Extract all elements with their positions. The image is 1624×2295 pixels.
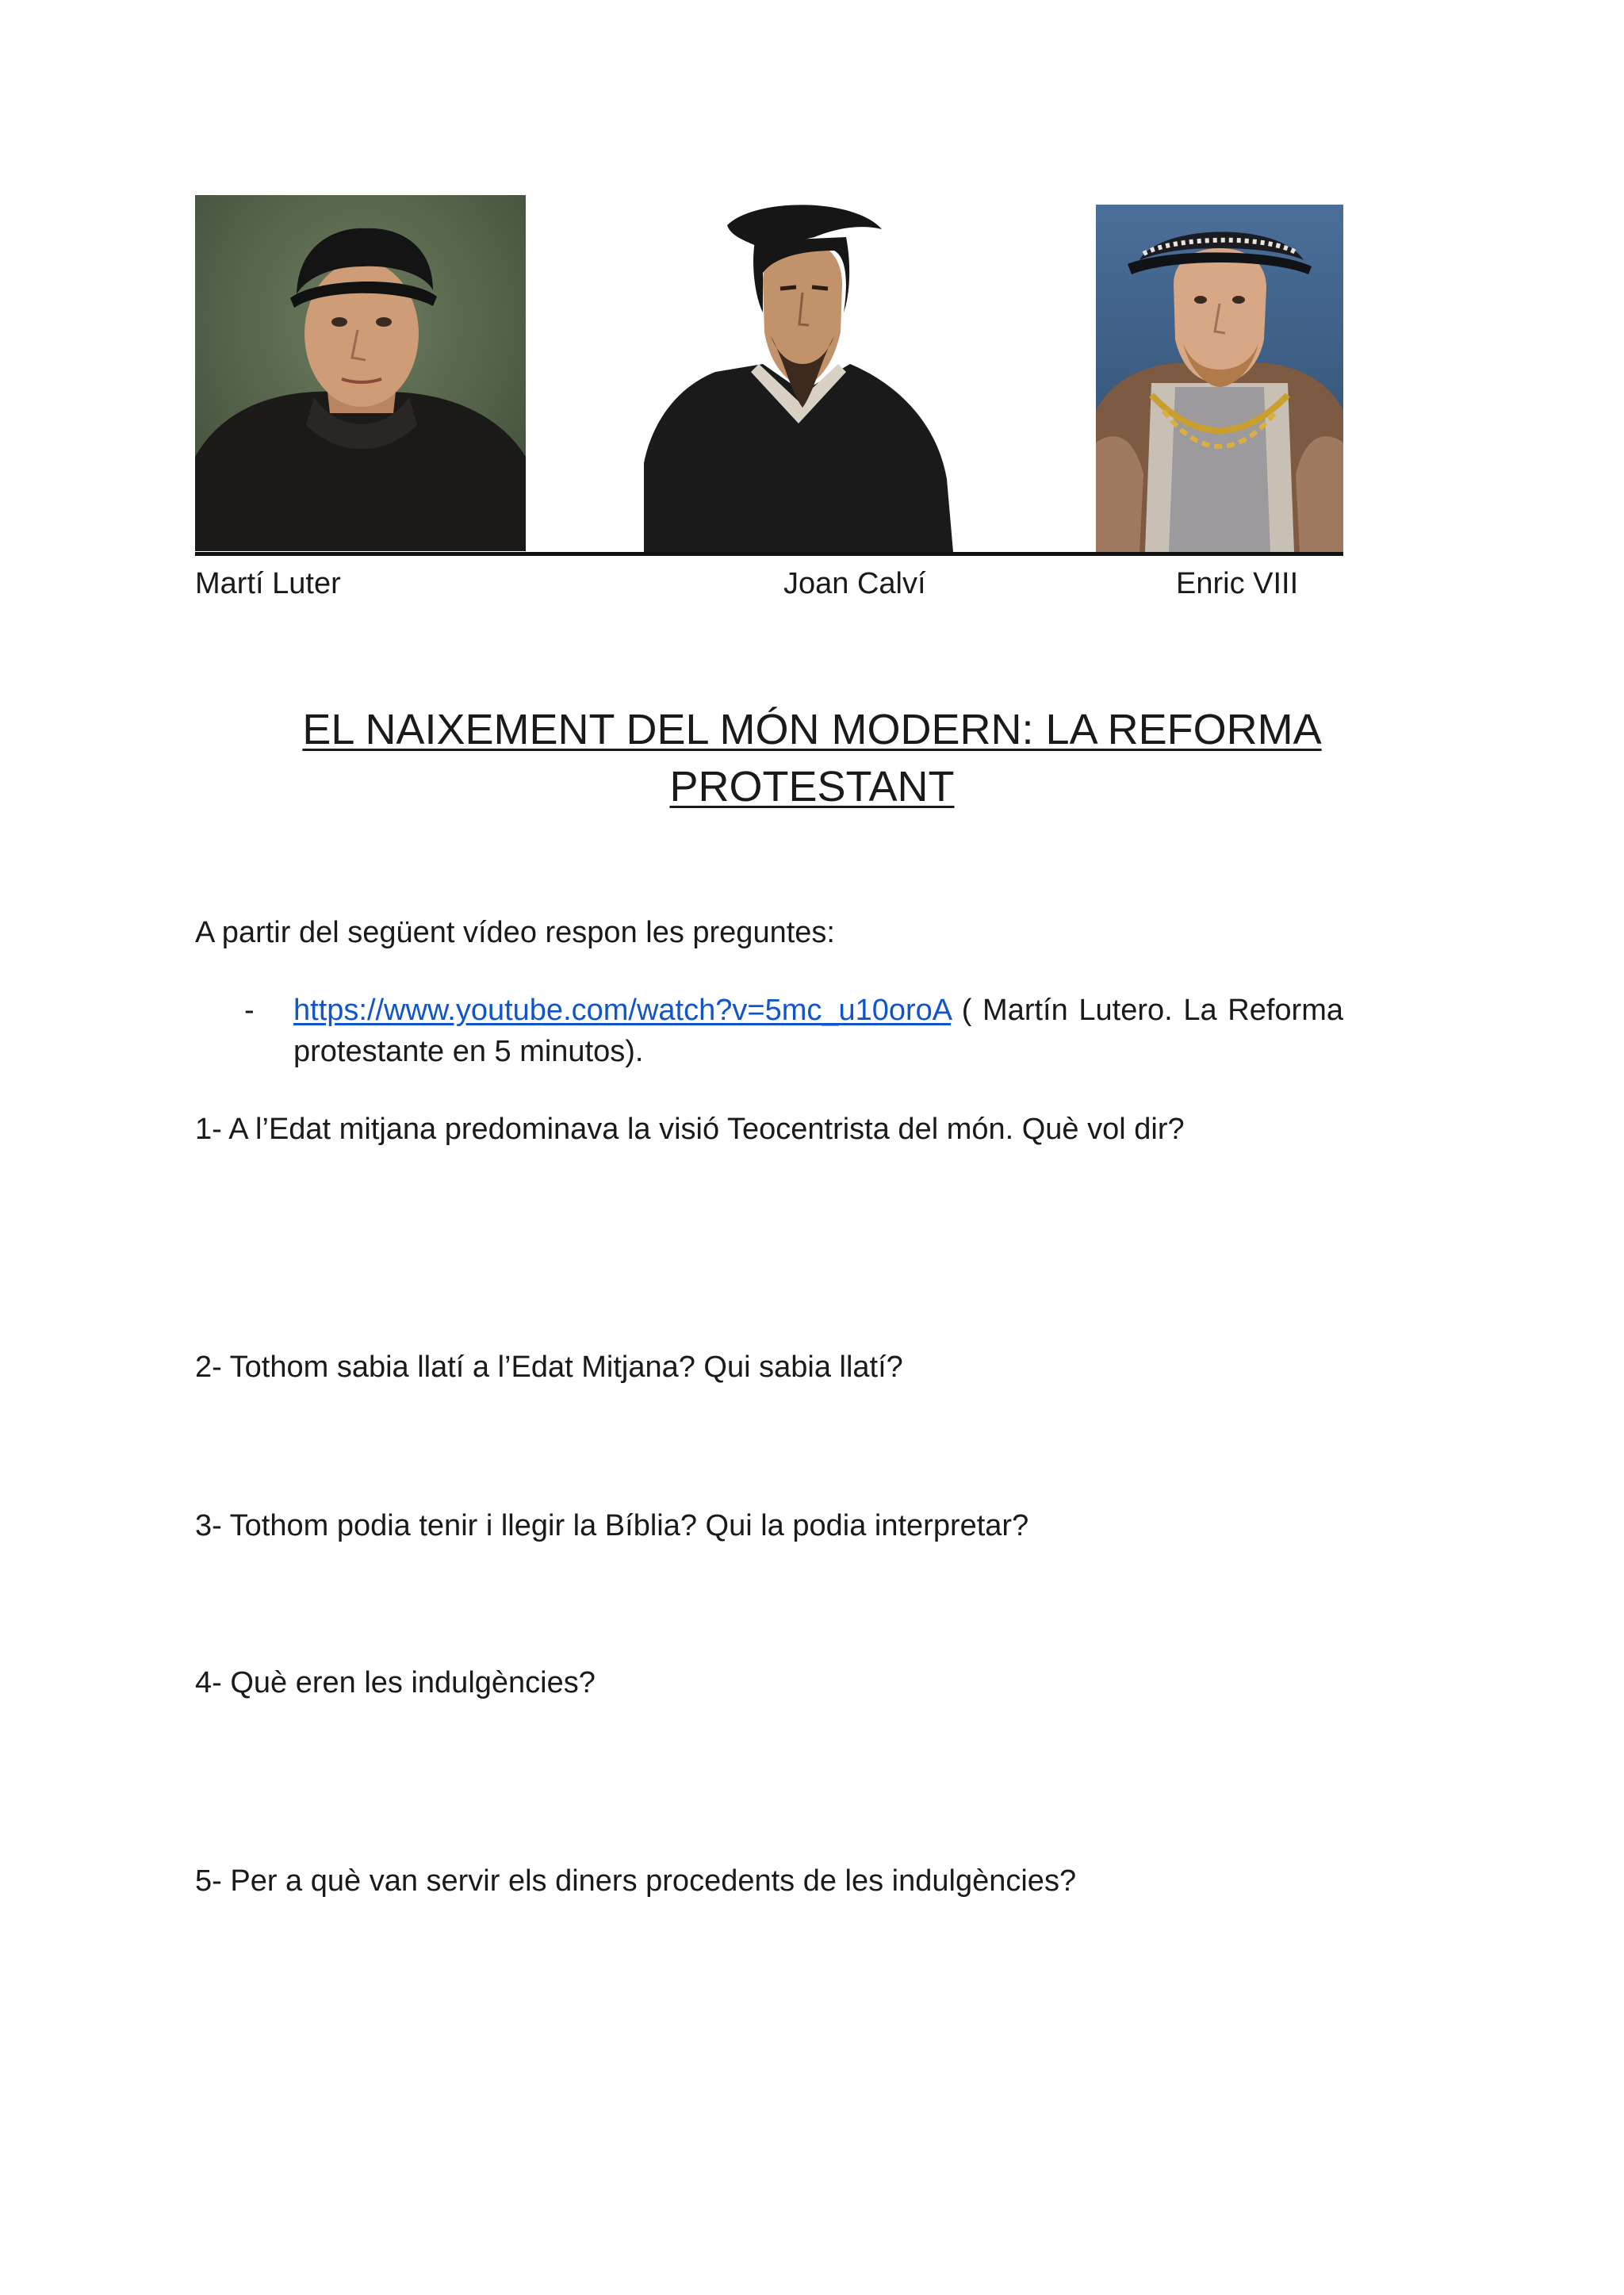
video-resource-item — [293, 990, 1343, 1072]
page-title — [195, 701, 1429, 815]
portrait-marti-luter — [195, 195, 526, 551]
caption-joan-calvi: Joan Calví — [783, 567, 926, 600]
video-link[interactable]: https://www.youtube.com/watch?v=5mc_u10oroA — [293, 994, 952, 1027]
portrait-joan-calvi — [644, 193, 953, 552]
question-2: 2- Tothom sabia llatí a l’Edat Mitjana? Qui sabia llatí? — [195, 1351, 903, 1384]
question-3: 3- Tothom podia tenir i llegir la Bíblia? Qui la podia interpretar? — [195, 1509, 1029, 1542]
title-line-1: EL NAIXEMENT DEL MÓN MODERN: LA REFORMA — [302, 706, 1322, 753]
caption-enric-viii: Enric VIII — [1176, 567, 1299, 600]
portrait-enric-viii — [1096, 205, 1343, 552]
caption-marti-luter: Martí Luter — [195, 567, 341, 600]
portrait-strip-rule — [195, 552, 1343, 556]
question-1: 1- A l’Edat mitjana predominava la visió Teocentrista del món. Què vol dir? — [195, 1113, 1185, 1146]
instructions-text: A partir del següent vídeo respon les preguntes: — [195, 916, 835, 949]
question-5: 5- Per a què van servir els diners procedents de les indulgències? — [195, 1864, 1077, 1898]
video-description: ( Martín Lutero. La Reforma protestante en 5 minutos). — [293, 994, 1343, 1068]
title-line-2: PROTESTANT — [669, 763, 955, 810]
list-bullet: - — [244, 994, 255, 1027]
question-4: 4- Què eren les indulgències? — [195, 1666, 596, 1699]
